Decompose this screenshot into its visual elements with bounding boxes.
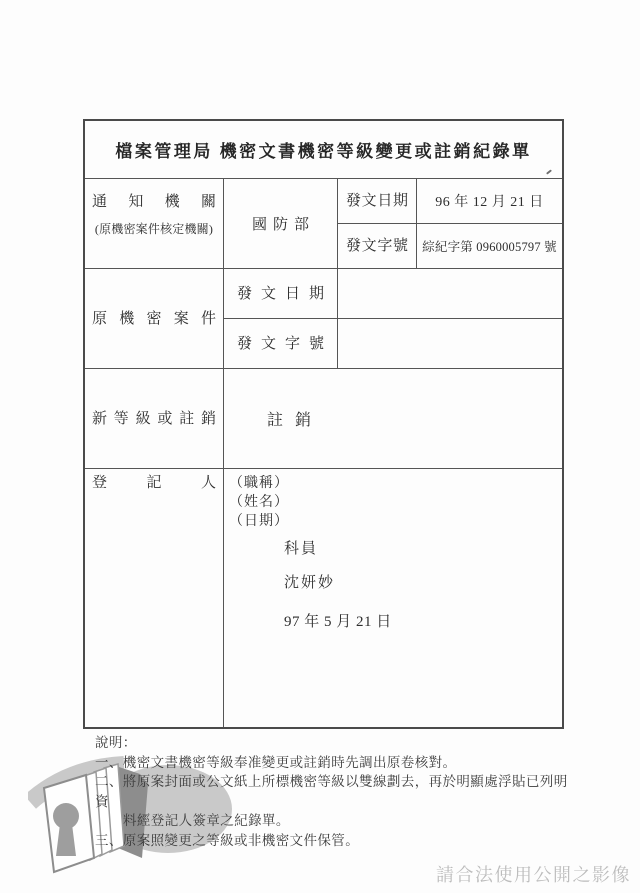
dispatch-number-label: 發文字號 <box>346 238 408 254</box>
dispatch-date-label: 發文日期 <box>346 193 408 209</box>
original-case-number-value-cell <box>338 319 562 369</box>
registrar-name: 沈妍妙 <box>284 575 336 591</box>
original-case-date-value-cell <box>338 269 562 319</box>
notify-agency-label: 通知機關 <box>92 193 216 210</box>
registrar-hint-jobtitle: （職稱） <box>229 476 289 491</box>
dispatch-number-value-cell <box>417 224 562 269</box>
notes-heading: 說明： <box>95 735 137 750</box>
new-level-value-cell <box>224 369 562 469</box>
dispatch-date-label-cell <box>338 179 417 224</box>
record-form-table <box>83 119 564 729</box>
original-case-number-label: 發文字號 <box>237 335 324 352</box>
original-case-label: 原機密案件 <box>92 310 216 327</box>
original-case-number-label-cell <box>224 319 338 369</box>
form-title: 檔案管理局 機密文書機密等級變更或註銷紀錄單 <box>115 142 532 161</box>
note-line-1: 一、機密文書機密等級奉准變更或註銷時先調出原卷核對。 <box>95 754 457 770</box>
registrar-label-cell <box>85 469 224 727</box>
registrar-job-title: 科員 <box>284 541 319 557</box>
registrar-date: 97 年 5 月 21 日 <box>284 614 392 630</box>
note-line-2-continued: 料經登記人簽章之紀錄單。 <box>123 813 290 828</box>
original-case-date-label: 發文日期 <box>237 285 324 302</box>
notify-agency-label-cell <box>85 179 224 269</box>
note-line-2: 二、將原案封面或公文紙上所標機密等級以雙線劃去，再於明顯處浮貼已列明資 <box>95 774 568 809</box>
registrar-hint-name: （姓名） <box>229 495 289 510</box>
new-level-label: 新等級或註銷 <box>92 410 216 427</box>
new-level-label-cell <box>85 369 224 469</box>
dispatch-number-label-cell <box>338 224 417 269</box>
dispatch-date-value-cell <box>417 179 562 224</box>
registrar-value-cell <box>224 469 562 727</box>
dispatch-date-value: 96 年 12 月 21 日 <box>435 195 544 210</box>
original-case-label-cell <box>85 269 224 369</box>
registrar-label: 登記人 <box>92 475 216 491</box>
registrar-hint-date: （日期） <box>229 514 289 529</box>
dispatch-number-value: 綜紀字第 0960005797 號 <box>422 240 557 254</box>
usage-watermark: 請合法使用公開之影像 <box>436 865 631 885</box>
notify-agency-sublabel: (原機密案件核定機關) <box>94 221 214 236</box>
new-level-value: 註銷 <box>267 412 324 429</box>
original-case-date-label-cell <box>224 269 338 319</box>
note-line-3: 三、原案照變更之等級或非機密文件保管。 <box>95 832 360 848</box>
notes <box>95 733 575 850</box>
notify-agency-value-cell <box>224 179 338 269</box>
form-title-cell <box>85 121 562 179</box>
notify-agency-value: 國防部 <box>251 217 315 233</box>
